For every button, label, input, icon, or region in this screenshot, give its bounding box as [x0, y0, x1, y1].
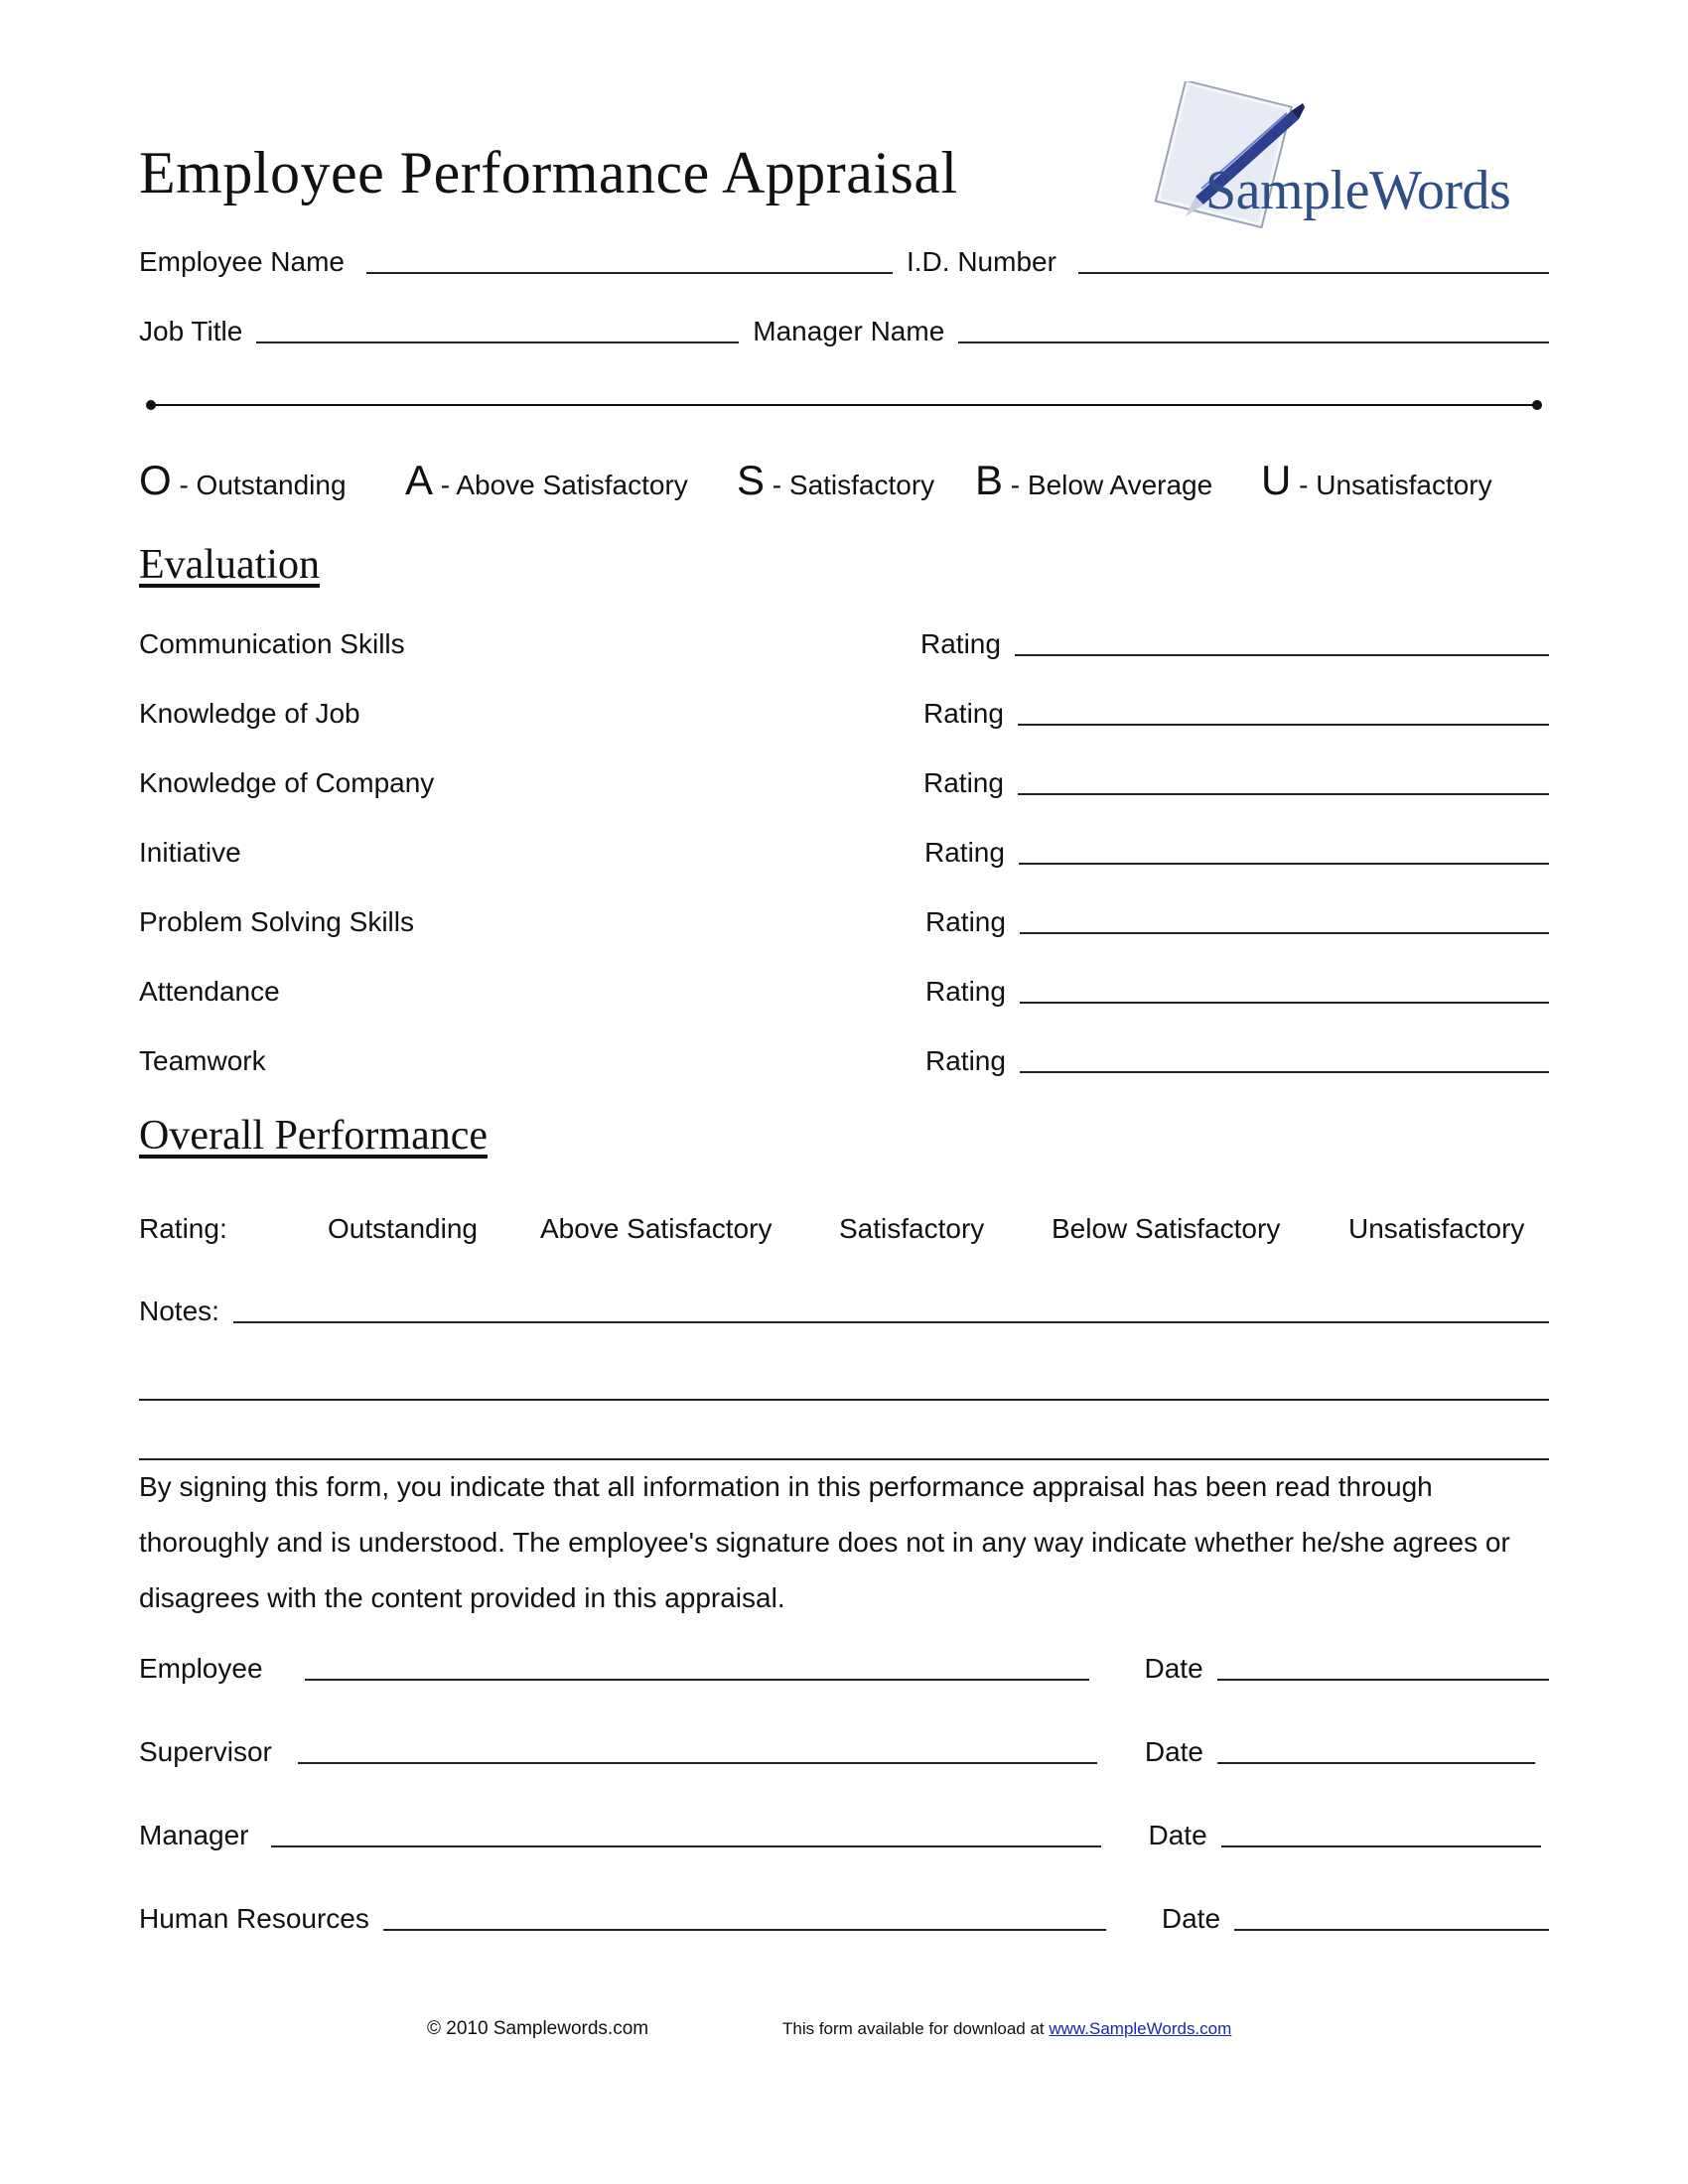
evaluation-row: [139, 1045, 1549, 1085]
overall-performance-heading: Overall Performance: [139, 1113, 488, 1159]
signature-field[interactable]: [305, 1679, 1089, 1681]
footer-download-text: This form available for download at: [782, 2019, 1045, 2038]
rating-field[interactable]: [1020, 1002, 1549, 1004]
signature-row-manager: [139, 1820, 1549, 1851]
signature-label: Supervisor: [139, 1736, 272, 1767]
evaluation-row: [139, 698, 1549, 738]
signature-row-supervisor: [139, 1736, 1549, 1768]
overall-rating-label: Rating:: [139, 1213, 227, 1244]
footer-download-link[interactable]: www.SampleWords.com: [1049, 2019, 1232, 2038]
evaluation-row: [139, 976, 1549, 1016]
signature-field[interactable]: [271, 1845, 1101, 1847]
date-label: Date: [1148, 1820, 1207, 1850]
rating-label: Rating: [923, 698, 1004, 729]
notes-label: Notes:: [139, 1296, 219, 1326]
evaluation-heading: Evaluation: [139, 542, 320, 588]
legend-item-satisfactory: S - Satisfactory: [737, 457, 935, 503]
employee-name-field[interactable]: [366, 272, 893, 274]
signature-field[interactable]: [383, 1929, 1106, 1931]
signature-statement: By signing this form, you indicate that all information in this performance appraisal has been read through thoroughly and is understood. The employee's signature does not in any way indicate whether he/she agrees or disagrees with the content provided in this appraisal.: [139, 1471, 1510, 1613]
signature-row-human-resources: [139, 1903, 1549, 1935]
rating-label: Rating: [924, 837, 1005, 868]
option-unsatisfactory[interactable]: Unsatisfactory: [1348, 1213, 1525, 1244]
divider-right-end: [1532, 400, 1542, 410]
manager-name-label: Manager Name: [753, 316, 945, 346]
page-title: Employee Performance Appraisal: [139, 140, 958, 205]
signature-label: Employee: [139, 1653, 263, 1684]
legend-item-outstanding: O - Outstanding: [139, 457, 347, 503]
option-outstanding[interactable]: Outstanding: [328, 1213, 478, 1244]
job-manager-row: [139, 316, 1549, 347]
rating-field[interactable]: [1020, 932, 1549, 934]
rating-label: Rating: [923, 767, 1004, 798]
rating-label: Rating: [920, 628, 1001, 659]
legend-item-unsatisfactory: U - Unsatisfactory: [1261, 457, 1492, 503]
option-below-satisfactory[interactable]: Below Satisfactory: [1052, 1213, 1281, 1244]
employee-name-label: Employee Name: [139, 246, 345, 277]
logo-wordmark: SampleWords: [1205, 160, 1511, 221]
job-title-label: Job Title: [139, 316, 243, 346]
overall-rating-row: [139, 1213, 1549, 1253]
id-number-field[interactable]: [1078, 272, 1549, 274]
signature-row-employee: [139, 1653, 1549, 1685]
evaluation-row: [139, 767, 1549, 807]
section-divider: [149, 404, 1539, 406]
date-field[interactable]: [1234, 1929, 1549, 1931]
evaluation-item-label: Teamwork: [139, 1045, 266, 1076]
job-title-field[interactable]: [256, 341, 739, 343]
rating-field[interactable]: [1019, 863, 1549, 865]
date-field[interactable]: [1221, 1845, 1541, 1847]
notes-line-1[interactable]: [233, 1321, 1549, 1323]
option-above-satisfactory[interactable]: Above Satisfactory: [540, 1213, 773, 1244]
footer-download: [782, 2019, 1231, 2039]
rating-label: Rating: [925, 976, 1006, 1007]
signature-field[interactable]: [298, 1762, 1097, 1764]
rating-legend: [139, 457, 1549, 516]
evaluation-item-label: Communication Skills: [139, 628, 405, 659]
evaluation-item-label: Knowledge of Company: [139, 767, 435, 798]
signature-label: Human Resources: [139, 1903, 369, 1934]
evaluation-item-label: Attendance: [139, 976, 280, 1007]
evaluation-item-label: Problem Solving Skills: [139, 906, 414, 937]
date-field[interactable]: [1217, 1762, 1535, 1764]
rating-field[interactable]: [1018, 724, 1549, 726]
evaluation-item-label: Knowledge of Job: [139, 698, 360, 729]
notes-line-2[interactable]: [139, 1399, 1549, 1401]
option-satisfactory[interactable]: Satisfactory: [839, 1213, 985, 1244]
date-field[interactable]: [1217, 1679, 1549, 1681]
rating-label: Rating: [925, 1045, 1006, 1076]
divider-left-end: [146, 400, 156, 410]
evaluation-row: [139, 628, 1549, 668]
rating-field[interactable]: [1018, 793, 1549, 795]
manager-name-field[interactable]: [958, 341, 1549, 343]
rating-label: Rating: [925, 906, 1006, 937]
rating-field[interactable]: [1015, 654, 1549, 656]
date-label: Date: [1144, 1653, 1203, 1684]
rating-field[interactable]: [1020, 1071, 1549, 1073]
id-number-label: I.D. Number: [906, 246, 1056, 277]
signature-label: Manager: [139, 1820, 249, 1850]
date-label: Date: [1161, 1903, 1221, 1934]
evaluation-row: [139, 906, 1549, 946]
evaluation-item-label: Initiative: [139, 837, 241, 868]
footer-copyright: © 2010 Samplewords.com: [427, 2018, 649, 2039]
employee-id-row: [139, 246, 1549, 278]
samplewords-logo: [1142, 81, 1539, 240]
legend-item-below-average: B - Below Average: [975, 457, 1213, 503]
evaluation-row: [139, 837, 1549, 877]
notes-row: [139, 1296, 1549, 1327]
date-label: Date: [1144, 1736, 1203, 1767]
legend-item-above-satisfactory: A - Above Satisfactory: [405, 457, 688, 503]
